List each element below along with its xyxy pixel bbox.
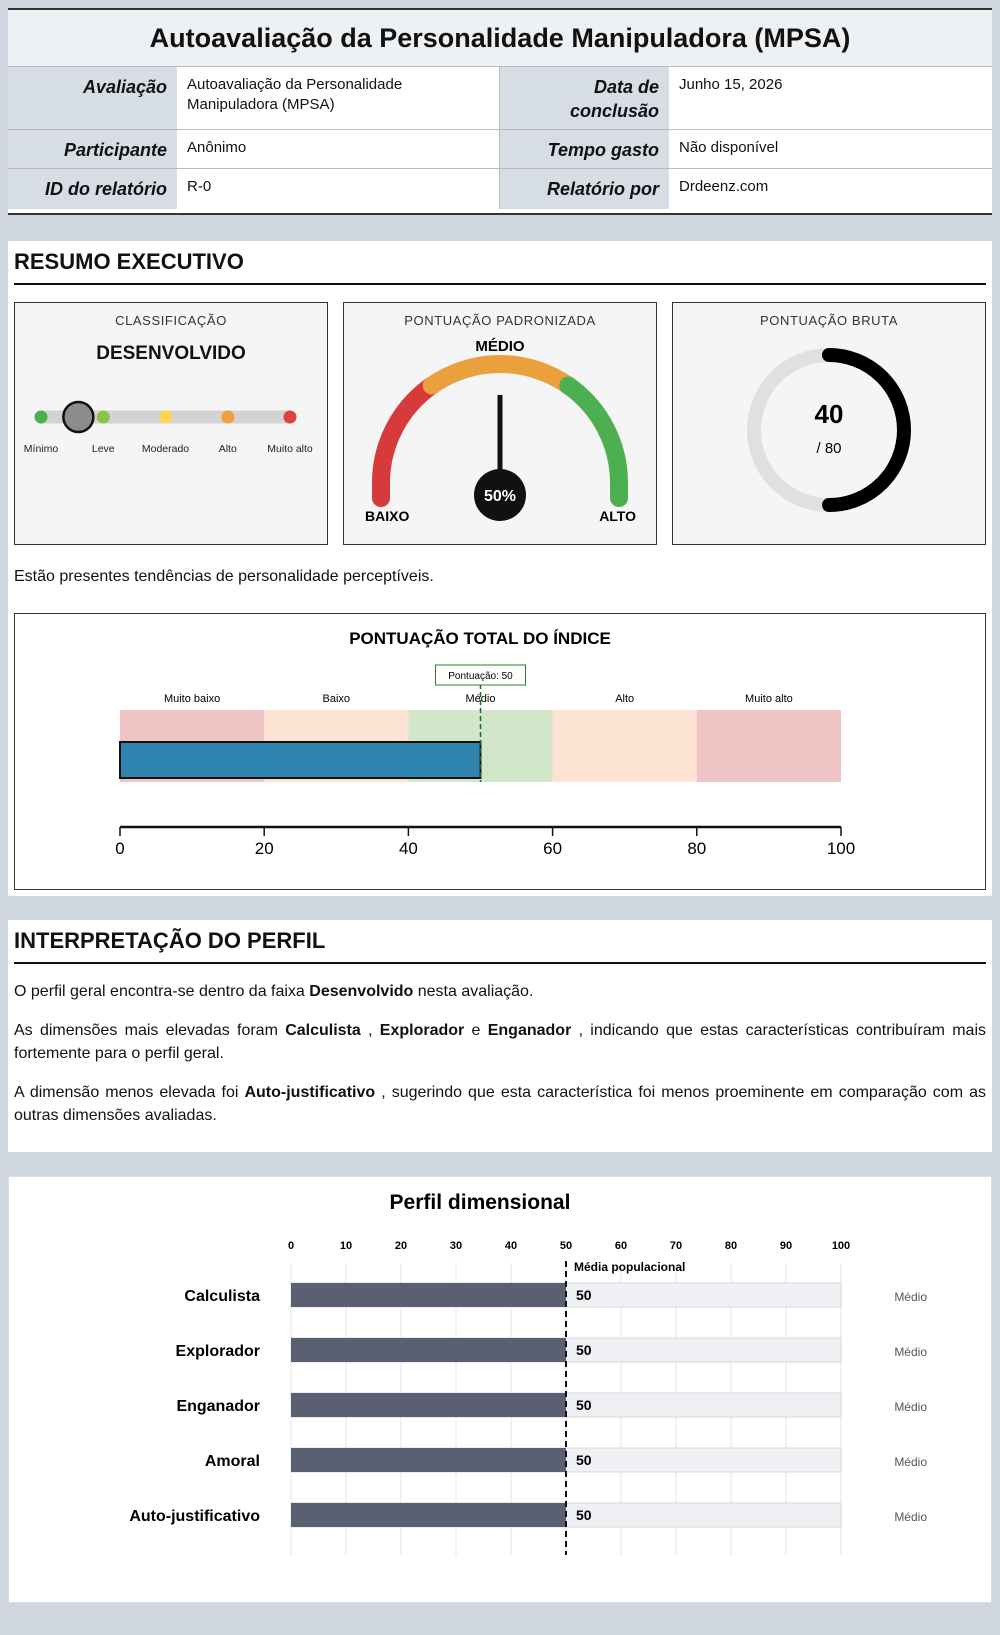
level-dot [221,411,234,424]
dimension-tick-label: 0 [287,1240,295,1252]
index-band [553,710,697,782]
classification-marker [63,402,93,432]
header-label: Participante [8,130,177,168]
header-label: Avaliação [8,67,177,129]
dimension-name: Calculista [184,1288,260,1305]
dimension-name: Calculista [285,1022,361,1039]
gauge-segment [432,364,569,386]
dimension-value: 50 [576,1507,592,1523]
level-dot [97,411,110,424]
header-row [8,130,992,169]
header-value: Anônimo [177,130,500,168]
card-title: PONTUAÇÃO PADRONIZADA [404,313,596,328]
dimension-name: Enganador [176,1398,260,1415]
header-label: ID do relatório [8,169,177,209]
index-tick-label: 60 [543,839,563,858]
dimension-tick-label: 20 [394,1240,408,1252]
summary-text: Estão presentes tendências de personalidade perceptíveis. [14,568,434,585]
header-label: Tempo gasto [500,130,669,168]
index-band [697,710,841,782]
dimension-tick-label: 50 [559,1240,573,1252]
index-score-chart [14,613,986,890]
text-span: As dimensões mais elevadas foram [14,1022,286,1039]
dimension-bar [291,1503,566,1527]
level-dot [159,411,172,424]
dimension-bar [291,1393,566,1417]
range-label: Desenvolvido [309,983,414,1000]
level-dot [284,411,297,424]
header-value: Não disponível [679,139,779,156]
level-dot [35,411,48,424]
level-label: Alto [218,443,237,455]
standard-score-gauge [344,333,656,543]
dimension-bar [291,1338,566,1362]
gauge-percent: 50% [483,488,517,505]
index-band-label: Alto [615,693,635,705]
report-header [8,8,992,215]
raw-score-card [672,302,986,545]
classification-scale [15,398,327,538]
interpretation-section [8,920,992,1152]
dimensional-chart-title: Perfil dimensional [389,1191,571,1214]
index-score-label: Pontuação: 50 [448,671,513,682]
dimension-name: Explorador [175,1343,260,1360]
dimension-bar [291,1283,566,1307]
index-band-label: Baixo [322,693,351,705]
text-span: e [464,1022,488,1039]
dimension-name: Auto-justificativo [129,1508,260,1525]
card-title: PONTUAÇÃO BRUTA [759,313,899,328]
dimension-level: Médio [894,1510,927,1524]
dimension-value: 50 [576,1397,592,1413]
gauge-segment [381,386,432,483]
dimension-tick-label: 30 [449,1240,463,1252]
section-heading: INTERPRETAÇÃO DO PERFIL [14,920,986,964]
index-score-bar [120,742,481,778]
gauge-high-label: ALTO [599,508,636,524]
dimension-tick-label: 100 [831,1240,851,1252]
dimension-tick-label: 80 [724,1240,738,1252]
report-title: Autoavaliação da Personalidade Manipuladora (MPSA) [8,10,992,67]
header-value: R-0 [177,169,500,209]
header-row [8,67,992,130]
standard-score-card [343,302,657,545]
level-label: Leve [91,443,115,455]
population-mean-label: Média populacional [574,1260,686,1274]
text-span: , sugerindo que esta característica foi menos proeminente em comparação com as outras dimensões avaliadas. [14,1084,987,1124]
dimensional-profile-chart [9,1177,991,1602]
text-span: , [360,1022,380,1039]
dimension-name: Explorador [379,1022,465,1039]
index-score-svg [15,614,985,889]
gauge-label: MÉDIO [475,338,525,355]
index-tick-label: 100 [826,839,856,858]
interpretation-paragraph-2 [14,1019,986,1065]
dimension-bar [291,1448,566,1472]
header-row [8,169,992,209]
dimension-level: Médio [894,1290,927,1304]
dimension-value: 50 [576,1287,592,1303]
dimension-value: 50 [576,1342,592,1358]
level-label: Mínimo [23,443,59,455]
dimension-level: Médio [894,1455,927,1469]
dimension-tick-label: 10 [339,1240,353,1252]
card-title: CLASSIFICAÇÃO [115,313,227,328]
dimension-level: Médio [894,1400,927,1414]
index-tick-label: 0 [115,839,125,858]
text-span: A dimensão menos elevada foi [14,1084,245,1101]
interpretation-paragraph-1 [14,980,986,1003]
dimension-name: Enganador [487,1022,572,1039]
header-label: Data de conclusão [500,67,669,129]
index-tick-label: 20 [254,839,274,858]
header-value: Drdeenz.com [679,178,769,195]
index-band-label: Médio [465,693,496,705]
dimension-tick-label: 60 [614,1240,628,1252]
gauge-segment [568,386,619,483]
raw-score-max: / 80 [816,440,842,457]
index-band-label: Muito alto [745,693,793,705]
header-label: Relatório por [500,169,669,209]
dimension-name: Amoral [204,1453,260,1470]
classification-card [14,302,328,545]
text-span: , indicando que estas características contribuíram mais fortemente para o perfil geral. [14,1022,986,1062]
dimension-name: Auto-justificativo [244,1084,376,1101]
text-span: O perfil geral encontra-se dentro da faixa [14,983,310,1000]
level-label: Moderado [141,443,190,455]
level-label: Muito alto [267,443,313,455]
index-chart-title: PONTUAÇÃO TOTAL DO ÍNDICE [349,629,611,648]
header-value: Autoavaliação da Personalidade Manipuladora (MPSA) [177,67,500,129]
dimension-tick-label: 40 [504,1240,518,1252]
classification-value: DESENVOLVIDO [96,343,246,364]
index-tick-label: 40 [398,839,418,858]
index-tick-label: 80 [687,839,707,858]
index-band-label: Muito baixo [163,693,221,705]
section-heading: RESUMO EXECUTIVO [14,241,986,285]
dimension-tick-label: 70 [669,1240,683,1252]
dimension-tick-label: 90 [779,1240,793,1252]
dimension-value: 50 [576,1452,592,1468]
raw-score-ring [673,333,985,533]
text-span: nesta avaliação. [413,983,534,1000]
dimensional-profile-section [8,1176,992,1603]
raw-score-value: 40 [814,399,844,429]
executive-summary-section [8,241,992,896]
interpretation-paragraph-3 [14,1081,986,1127]
dimension-level: Médio [894,1345,927,1359]
ring-progress [829,355,904,505]
gauge-low-label: BAIXO [365,508,410,524]
header-value: Junho 15, 2026 [679,76,783,93]
